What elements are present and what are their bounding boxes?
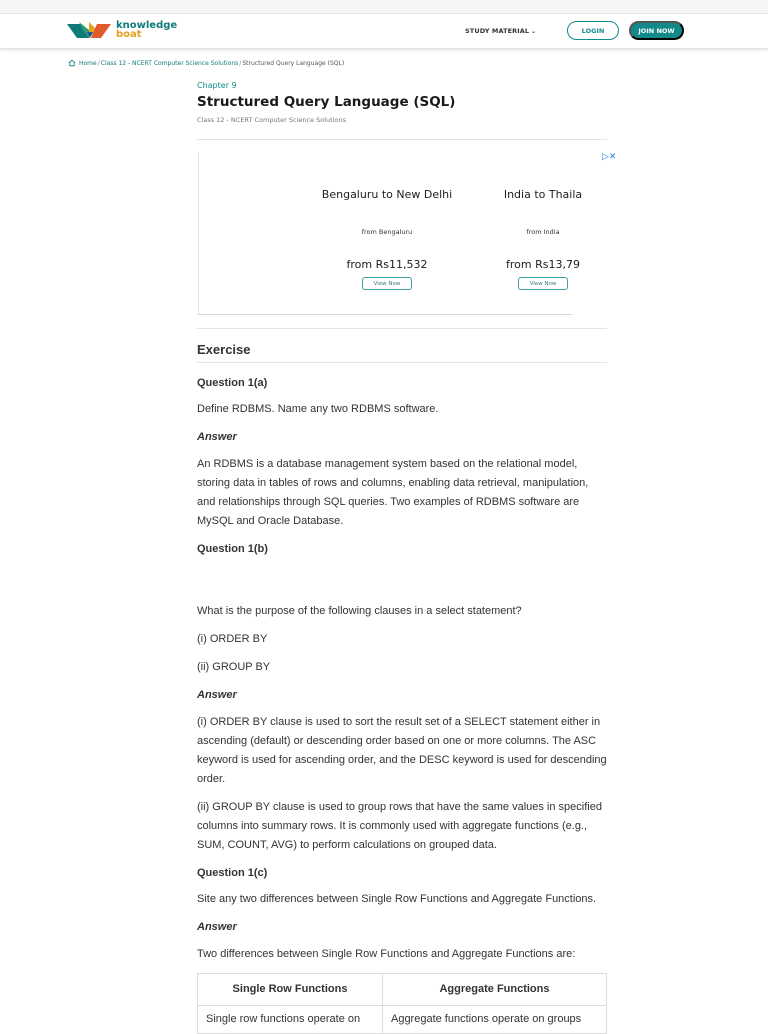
boat-logo-icon — [67, 20, 113, 40]
view-now-button[interactable]: View Now — [362, 277, 412, 290]
question-text: Site any two differences between Single Row Functions and Aggregate Functions. — [197, 893, 597, 905]
logo-wordmark — [116, 21, 177, 39]
logo-line1: knowledge — [116, 20, 178, 31]
answer-text: (i) ORDER BY clause is used to sort the result set of a SELECT statement either in ascending (default) or descending order based on one or more columns. The ASC keyword is used for ascending order, and the DESC keyword is used for descending order. — [197, 716, 607, 785]
section-title-exercise: Exercise — [197, 342, 251, 357]
answer-label: Answer — [197, 689, 237, 701]
table-header-cell: Aggregate Functions — [382, 974, 606, 1006]
join-now-button[interactable]: JOIN NOW — [629, 21, 684, 40]
question-label: Question 1(b) — [197, 543, 268, 555]
answer-label: Answer — [197, 431, 237, 443]
page-subtitle: Class 12 - NCERT Computer Science Solutions — [197, 116, 347, 124]
table-header-cell: Single Row Functions — [198, 974, 383, 1006]
home-icon[interactable] — [68, 59, 76, 67]
advertisement — [198, 152, 622, 316]
question-text: What is the purpose of the following clauses in a select statement? — [197, 605, 522, 617]
breadcrumb-home[interactable]: Home — [79, 59, 97, 67]
logo-line2: boat — [116, 29, 142, 40]
deal-price: from Rs13,79 — [506, 258, 580, 271]
question-label: Question 1(c) — [197, 867, 268, 879]
question-text: Define RDBMS. Name any two RDBMS software. — [197, 403, 439, 415]
ad-deal[interactable] — [312, 152, 462, 315]
site-header — [0, 14, 768, 49]
question-option: (ii) GROUP BY — [197, 661, 271, 673]
breadcrumb — [68, 59, 344, 67]
chevron-down-icon: ⌄ — [531, 28, 537, 35]
chapter-label: Chapter 9 — [197, 81, 237, 90]
login-button[interactable]: LOGIN — [567, 21, 619, 40]
breadcrumb-class[interactable]: Class 12 - NCERT Computer Science Solutions — [100, 59, 239, 67]
answer-label: Answer — [197, 921, 237, 933]
question-label: Question 1(a) — [197, 377, 268, 389]
table-cell: Single row functions operate on — [198, 1006, 383, 1034]
divider — [197, 328, 607, 329]
deal-price: from Rs11,532 — [346, 258, 428, 271]
deal-route: India to Thaila — [503, 188, 583, 201]
table-row — [198, 1006, 607, 1034]
nav-study-label: STUDY MATERIAL — [465, 27, 530, 35]
spacer — [197, 566, 609, 602]
answer-text: An RDBMS is a database management system based on the relational model, storing data in tables of rows and columns, enabling data retrieval, manipulation, and relationships through SQL queries. Two examples of RDBMS software are MySQL and Oracle Database. — [197, 458, 589, 527]
answer-text: Two differences between Single Row Functions and Aggregate Functions are: — [197, 948, 576, 960]
breadcrumb-current: Structured Query Language (SQL) — [242, 59, 345, 67]
site-logo[interactable] — [67, 20, 177, 42]
answer-text: (ii) GROUP BY clause is used to group rows that have the same values in specified columns into summary rows. It is commonly used with aggregate functions (e.g., SUM, COUNT, AVG) to perform calculations on grouped data. — [197, 801, 602, 851]
question-option: (i) ORDER BY — [197, 633, 268, 645]
breadcrumb-separator: / — [97, 59, 100, 67]
ad-deal[interactable] — [468, 152, 618, 315]
deal-from: from India — [526, 228, 560, 236]
view-now-button[interactable]: View Now — [518, 277, 568, 290]
differences-table — [197, 973, 607, 1034]
page-title: Structured Query Language (SQL) — [197, 94, 456, 110]
table-header-row — [198, 974, 607, 1006]
table-cell: Aggregate functions operate on groups — [382, 1006, 606, 1034]
exercise-content — [197, 368, 609, 1034]
ad-frame — [198, 152, 583, 315]
divider — [197, 139, 607, 140]
nav-study-material[interactable] — [465, 27, 536, 35]
divider — [197, 362, 607, 363]
breadcrumb-separator: / — [239, 59, 242, 67]
ad-close-icon[interactable]: ▷✕ — [602, 152, 617, 162]
top-strip — [0, 0, 768, 14]
deal-from: from Bengaluru — [361, 228, 413, 236]
deal-route: Bengaluru to New Delhi — [321, 188, 453, 201]
